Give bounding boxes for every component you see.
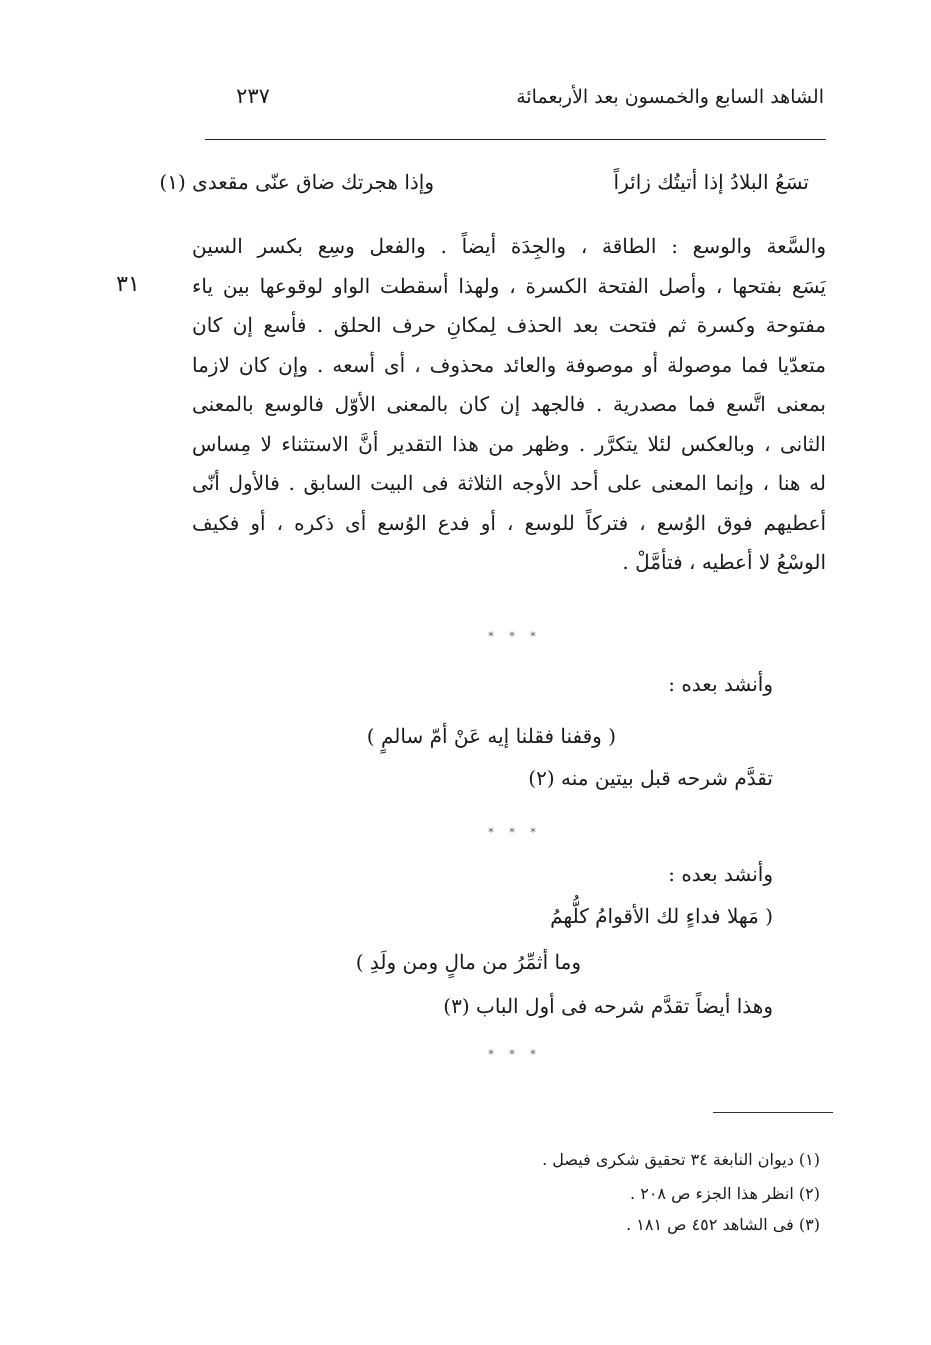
section-note: تقدَّم شرحه قبل بيتين منه (٢) xyxy=(528,766,773,790)
quoted-verse: ( وقفنا فقلنا إيه عَنْ أمّ سالمٍ ) xyxy=(366,724,616,748)
section-note: وهذا أيضاً تقدَّم شرحه فى أول الباب (٣) xyxy=(443,994,773,1018)
header-rule xyxy=(205,139,826,140)
footnote-rule xyxy=(713,1112,833,1113)
verse-first-hemistich: تسَعُ البلادُ إذا أتيتُك زائراً xyxy=(613,170,809,194)
paragraph-line: الثانى ، وبالعكس لئلا يتكرَّر . وظهر من هذا التقدير أنَّ الاستثناء لا مِساس xyxy=(192,431,826,456)
paragraph-line: أعطيهم فوق الوُسع ، فتركاً للوسع ، أو فدع الوُسع أى ذكره ، أو فكيف xyxy=(192,510,826,535)
footnote: (٣) فى الشاهد ٤٥٢ ص ١٨١ . xyxy=(626,1215,820,1234)
paragraph-line: متعدّيا فما موصولة أو موصوفة والعائد محذوف ، أى أسعه . وإن كان لازما xyxy=(192,352,826,377)
quoted-verse-line: ( مَهلا فداءٍ لك الأقوامُ كلُّهمُ xyxy=(550,904,773,928)
verse-second-hemistich: وإذا هجرتك ضاق عنّى مقعدى (١) xyxy=(159,170,434,194)
section-separator: * * * xyxy=(488,1048,542,1061)
paragraph-line: بمعنى اتَّسع فما مصدرية . فالجهد إن كان بالمعنى الأوّل فالوسع بالمعنى xyxy=(192,392,826,416)
quoted-verse-line: وما أثمِّرُ من مالٍ ومن ولَدِ ) xyxy=(355,950,581,974)
paragraph-line: الوسْعُ لا أعطيه ، فتأمَّلْ . xyxy=(622,550,826,574)
footnote: (١) ديوان النابغة ٣٤ تحقيق شكرى فيصل . xyxy=(542,1150,820,1169)
section-separator: * * * xyxy=(488,826,542,839)
margin-number: ٣١ xyxy=(116,272,140,297)
paragraph-line: يَسَع بفتحها ، وأصل الفتحة الكسرة ، ولهذا أسقطت الواو لوقوعها بين ياء xyxy=(192,273,826,298)
section-separator: * * * xyxy=(488,630,542,643)
paragraph-line: مفتوحة وكسرة ثم فتحت بعد الحذف لِمكانِ حرف الحلق . فأسع إن كان xyxy=(192,313,826,337)
section-intro: وأنشد بعده : xyxy=(668,672,773,696)
section-intro: وأنشد بعده : xyxy=(668,862,773,886)
running-header-title: الشاهد السابع والخمسون بعد الأربعمائة xyxy=(516,86,824,108)
paragraph-line: والسَّعة والوسع : الطاقة ، والجِدَة أيضاً . والفعل وسِع بكسر السين xyxy=(192,234,826,258)
footnote: (٢) انظر هذا الجزء ص ٢٠٨ . xyxy=(630,1184,820,1203)
commentary-paragraph xyxy=(192,227,826,583)
paragraph-line: له هنا ، وإنما المعنى على أحد الأوجه الثلاثة فى البيت السابق . فالأول أنّى xyxy=(192,471,826,495)
page-number: ٢٣٧ xyxy=(236,84,270,108)
